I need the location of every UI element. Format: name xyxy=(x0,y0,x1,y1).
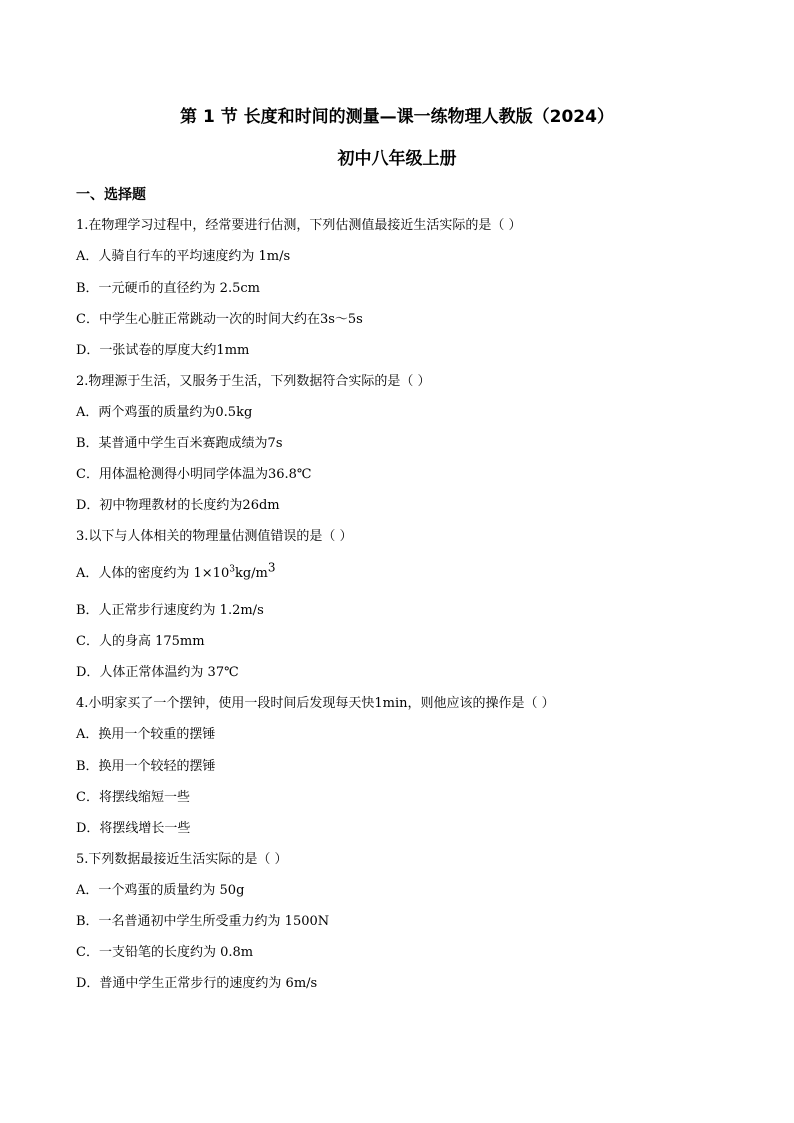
question-1-stem: 1.在物理学习过程中，经常要进行估测，下列估测值最接近生活实际的是（ ） xyxy=(76,218,522,233)
question-3-option-b: B．人正常步行速度约为 1.2m/s xyxy=(76,603,264,618)
question-2-option-b: B．某普通中学生百米赛跑成绩为7s xyxy=(76,436,283,451)
question-3-stem: 3.以下与人体相关的物理量估测值错误的是（ ） xyxy=(76,529,353,544)
question-2-option-a: A．两个鸡蛋的质量约为0.5kg xyxy=(76,405,253,420)
option-a-text: A．人体的密度约为 1×10 xyxy=(76,566,230,581)
question-3-option-a xyxy=(76,560,276,584)
exponent: 3 xyxy=(267,560,276,575)
question-4-option-c: C．将摆线缩短一些 xyxy=(76,790,190,805)
question-4-option-b: B．换用一个较轻的摆锤 xyxy=(76,759,216,774)
document-subtitle: 初中八年级上册 xyxy=(337,149,457,169)
question-4-option-a: A．换用一个较重的摆锤 xyxy=(76,727,216,742)
question-1-option-b: B．一元硬币的直径约为 2.5cm xyxy=(76,281,260,296)
question-1-option-d: D．一张试卷的厚度大约1mm xyxy=(76,343,250,358)
document-title: 第 1 节 长度和时间的测量—课一练物理人教版（2024） xyxy=(180,107,614,127)
question-5-option-b: B．一名普通初中学生所受重力约为 1500N xyxy=(76,914,330,929)
question-3-option-d: D．人体正常体温约为 37℃ xyxy=(76,665,239,680)
question-4-option-d: D．将摆线增长一些 xyxy=(76,821,191,836)
question-5-option-d: D．普通中学生正常步行的速度约为 6m/s xyxy=(76,976,318,991)
question-5-option-c: C．一支铅笔的长度约为 0.8m xyxy=(76,945,254,960)
question-1-option-a: A．人骑自行车的平均速度约为 1m/s xyxy=(76,249,291,264)
section-heading: 一、选择题 xyxy=(76,187,146,203)
unit-text: kg/m xyxy=(234,566,268,581)
question-2-option-c: C．用体温枪测得小明同学体温为36.8℃ xyxy=(76,467,312,482)
question-1-option-c: C．中学生心脏正常跳动一次的时间大约在3s～5s xyxy=(76,312,363,327)
exponent: 3 xyxy=(229,564,235,575)
question-4-stem: 4.小明家买了一个摆钟，使用一段时间后发现每天快1min，则他应该的操作是（ ） xyxy=(76,696,555,711)
question-5-stem: 5.下列数据最接近生活实际的是（ ） xyxy=(76,852,288,867)
question-5-option-a: A．一个鸡蛋的质量约为 50g xyxy=(76,883,245,898)
question-2-option-d: D．初中物理教材的长度约为26dm xyxy=(76,498,280,513)
question-2-stem: 2.物理源于生活，又服务于生活，下列数据符合实际的是（ ） xyxy=(76,374,431,389)
question-3-option-c: C．人的身高 175mm xyxy=(76,634,205,649)
